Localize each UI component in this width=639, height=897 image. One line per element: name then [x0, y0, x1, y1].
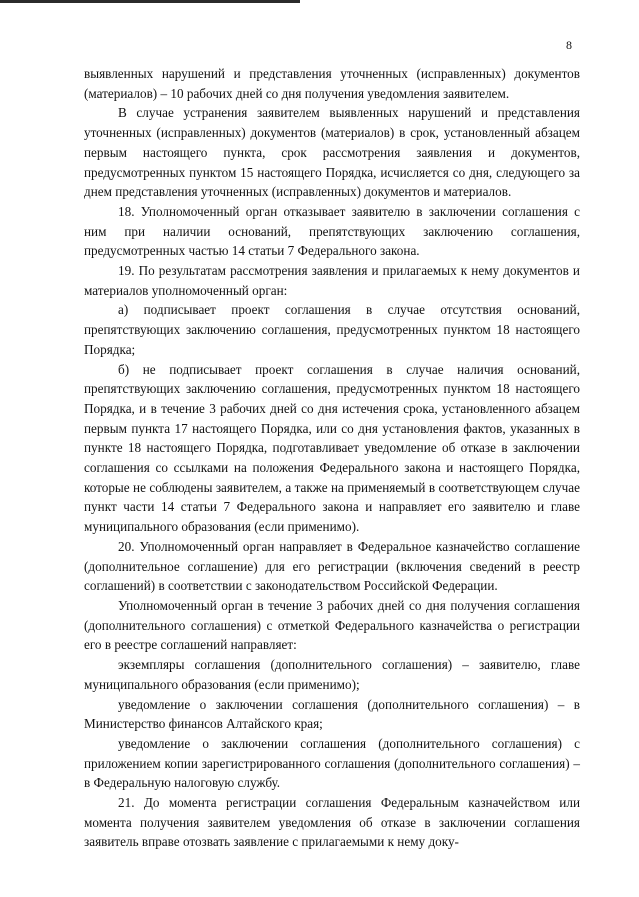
- paragraph: уведомление о заключении соглашения (дополнительного соглашения) – в Министерство финансов Алтайского края;: [84, 696, 580, 732]
- subparagraph-b: б) не подписывает проект соглашения в случае наличия оснований, препятствующих заключению соглашения, предусмотренных пунктом 18 настоящего Порядка, и в течение 3 рабочих дней со дня истечения срока, установленного абзацем первым пункта 17 настоящего Порядка, или со дня установления фактов, указанных в пункте 18 настоящего Порядка, подготавливает уведомление об отказе в заключении соглашения со ссылками на положения Федерального закона и настоящего Порядка, которые не соблюдены заявителем, а также на применяемый в соответствующем случае пункт части 14 статьи 7 Федерального закона и направляет его заявителю и главе муниципального образования (если применимо).: [84, 361, 580, 535]
- paragraph: уведомление о заключении соглашения (дополнительного соглашения) с приложением копии зарегистрированного соглашения (дополнительного соглашения) – в Федеральную налоговую службу.: [84, 735, 580, 791]
- paragraph: Уполномоченный орган в течение 3 рабочих дней со дня получения соглашения (дополнительного соглашения) с отметкой Федерального казначейства о регистрации его в реестре соглашений направляет:: [84, 597, 580, 653]
- paragraph-item-20: 20. Уполномоченный орган направляет в Федеральное казначейство соглашение (дополнительное соглашение) для его регистрации (включения сведений в реестр соглашений) в соответствии с законодательством Российской Федерации.: [84, 538, 580, 594]
- paragraph: В случае устранения заявителем выявленных нарушений и представления уточненных (исправленных) документов (материалов) в срок, установленный абзацем первым настоящего пункта, срок рассмотрения заявления и документов, предусмотренных пунктом 15 настоящего Порядка, исчисляется со дня, следующего за днем представления уточненных (исправленных) документов и материалов.: [84, 105, 580, 200]
- paragraph: экземпляры соглашения (дополнительного соглашения) – заявителю, главе муниципального образования (если применимо);: [84, 657, 580, 692]
- paragraph-item-18: 18. Уполномоченный орган отказывает заявителю в заключении соглашения с ним при наличии оснований, препятствующих заключению соглашения, предусмотренных частью 14 статьи 7 Федерального закона.: [84, 203, 580, 259]
- paragraph-item-19: 19. По результатам рассмотрения заявления и прилагаемых к нему документов и материалов уполномоченный орган:: [84, 263, 580, 298]
- scan-edge-mark: [0, 0, 300, 3]
- paragraph-continuation: выявленных нарушений и представления уточненных (исправленных) документов (материалов) – 10 рабочих дней со дня получения уведомления заявителем.: [84, 66, 580, 101]
- page-number: 8: [566, 38, 572, 52]
- paragraph-item-21: 21. До момента регистрации соглашения Федеральным казначейством или момента получения заявителем уведомления об отказе в заключении соглашения заявитель вправе отозвать заявление с прилагаемыми к нему доку-: [84, 795, 580, 850]
- document-body: [84, 64, 580, 852]
- subparagraph-a: а) подписывает проект соглашения в случае отсутствия оснований, препятствующих заключению соглашения, предусмотренных пунктом 18 настоящего Порядка;: [84, 302, 580, 357]
